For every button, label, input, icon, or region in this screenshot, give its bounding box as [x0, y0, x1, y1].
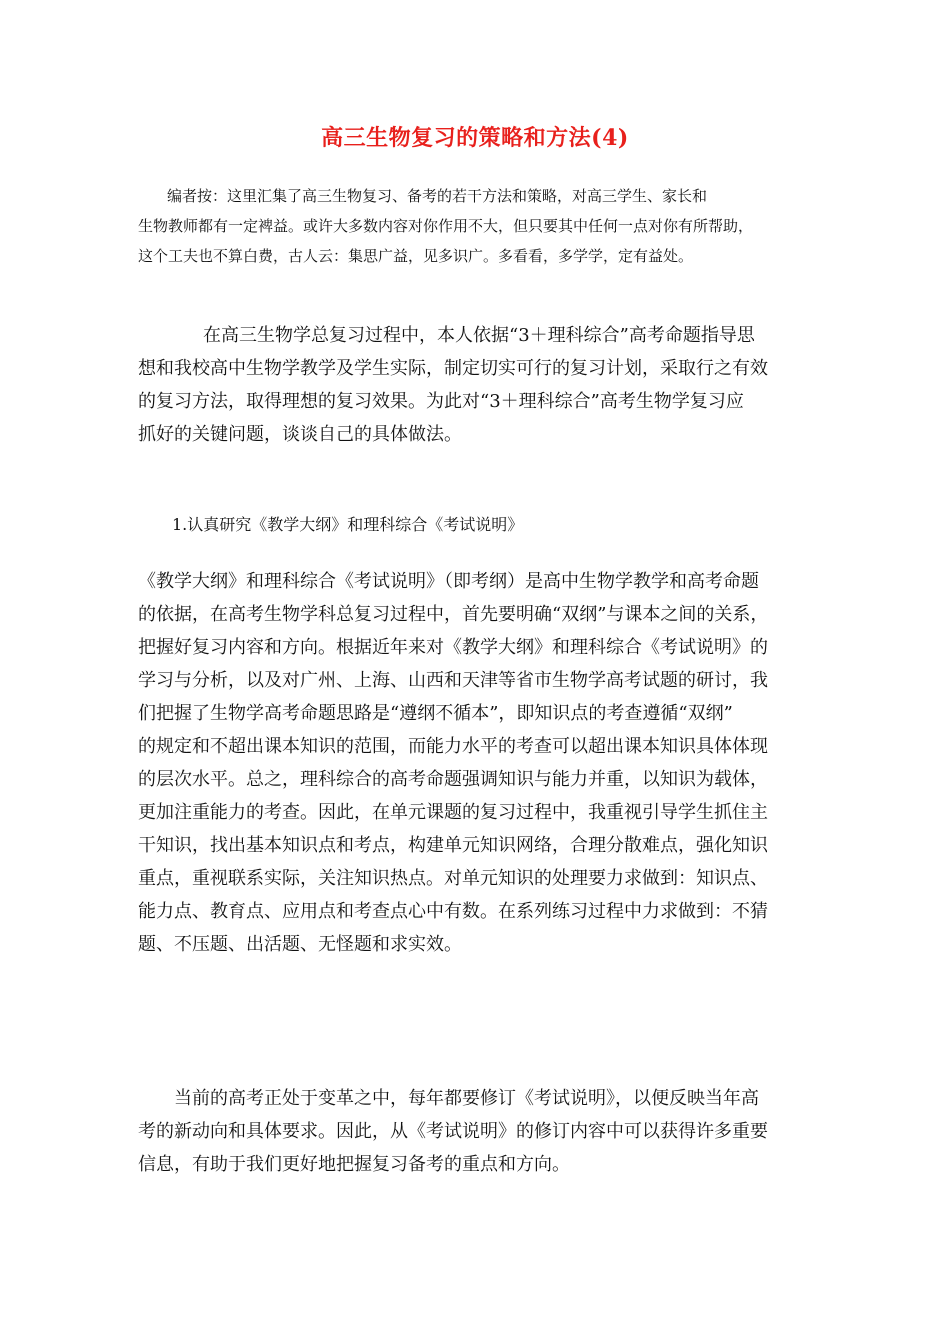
- intro-paragraph: [138, 319, 818, 451]
- paragraph-line: 的规定和不超出课本知识的范围，而能力水平的考查可以超出课本知识具体体现: [138, 736, 768, 757]
- editor-note-line: 生物教师都有一定裨益。或许大多数内容对你作用不大，但只要其中任何一点对你有所帮助，: [138, 217, 754, 235]
- section1-paragraph-2: [138, 1082, 818, 1181]
- intro-line: 想和我校高中生物学教学及学生实际，制定切实可行的复习计划，采取行之有效: [138, 358, 768, 379]
- paragraph-line: 的层次水平。总之，理科综合的高考命题强调知识与能力并重，以知识为载体，: [138, 769, 768, 790]
- intro-line: 在高三生物学总复习过程中，本人依据“3＋理科综合”高考命题指导思: [203, 325, 755, 346]
- paragraph-line: 重点，重视联系实际，关注知识热点。对单元知识的处理要力求做到：知识点、: [138, 868, 768, 889]
- paragraph-line: 能力点、教育点、应用点和考查点心中有数。在系列练习过程中力求做到：不猜: [138, 901, 768, 922]
- paragraph-line: 更加注重能力的考查。因此，在单元课题的复习过程中，我重视引导学生抓住主: [138, 802, 768, 823]
- intro-line: 抓好的关键问题，谈谈自己的具体做法。: [138, 424, 462, 445]
- editor-note: [138, 181, 818, 271]
- document-title: 高三生物复习的策略和方法(4): [321, 125, 629, 151]
- paragraph-line: 的依据，在高考生物学科总复习过程中，首先要明确“双纲”与课本之间的关系，: [138, 604, 769, 625]
- section-heading: 1.认真研究《教学大纲》和理科综合《考试说明》: [172, 515, 524, 534]
- editor-note-line: 这个工夫也不算白费，古人云：集思广益，见多识广。多看看，多学学，定有益处。: [138, 247, 694, 265]
- editor-note-line: 编者按：这里汇集了高三生物复习、备考的若干方法和策略，对高三学生、家长和: [167, 187, 708, 205]
- paragraph-line: 干知识，找出基本知识点和考点，构建单元知识网络，合理分散难点，强化知识: [138, 835, 768, 856]
- paragraph-line: 信息，有助于我们更好地把握复习备考的重点和方向。: [138, 1154, 570, 1175]
- paragraph-line: 们把握了生物学高考命题思路是“遵纲不循本”，即知识点的考查遵循“双纲”: [138, 703, 733, 724]
- paragraph-line: 考的新动向和具体要求。因此，从《考试说明》的修订内容中可以获得许多重要: [138, 1121, 768, 1142]
- paragraph-line: 当前的高考正处于变革之中，每年都要修订《考试说明》，以便反映当年高: [174, 1088, 759, 1109]
- paragraph-line: 《教学大纲》和理科综合《考试说明》（即考纲）是高中生物学教学和高考命题: [138, 571, 759, 592]
- paragraph-line: 把握好复习内容和方向。根据近年来对《教学大纲》和理科综合《考试说明》的: [138, 637, 768, 658]
- section1-paragraph-1: [138, 565, 818, 961]
- paragraph-line: 学习与分析，以及对广州、上海、山西和天津等省市生物学高考试题的研讨，我: [138, 670, 768, 691]
- paragraph-line: 题、不压题、出活题、无怪题和求实效。: [138, 934, 462, 955]
- intro-line: 的复习方法，取得理想的复习效果。为此对“3＋理科综合”高考生物学复习应: [138, 391, 744, 412]
